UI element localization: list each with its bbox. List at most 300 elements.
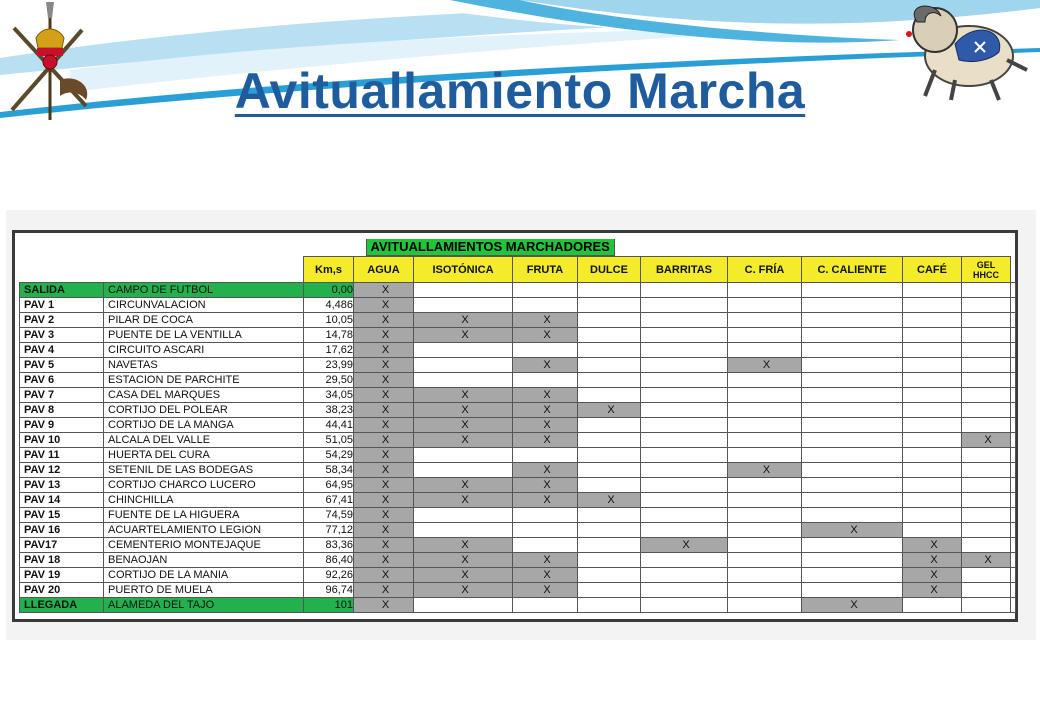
column-header-row (20, 257, 1016, 283)
row-code: PAV 7 (20, 388, 104, 403)
supply-cell (578, 298, 641, 313)
supply-table (19, 239, 1016, 613)
supply-cell: X (903, 568, 962, 583)
table-row (20, 313, 1016, 328)
supply-cell (1011, 313, 1016, 328)
supply-cell (1011, 298, 1016, 313)
page-title: Avituallamiento Marcha (234, 63, 806, 119)
supply-cell (513, 373, 578, 388)
supply-cell: X (802, 598, 903, 613)
supply-cell (903, 448, 962, 463)
supply-cell (728, 328, 802, 343)
supply-cell (802, 583, 903, 598)
supply-cell (962, 478, 1011, 493)
supply-cell: X (513, 328, 578, 343)
supply-cell: X (513, 403, 578, 418)
row-place: ALCALA DEL VALLE (104, 433, 304, 448)
supply-cell: X (578, 403, 641, 418)
row-code: PAV 10 (20, 433, 104, 448)
supply-cell: X (354, 493, 414, 508)
supply-cell (641, 583, 728, 598)
supply-cell (641, 403, 728, 418)
supply-cell (578, 478, 641, 493)
supply-cell: X (513, 583, 578, 598)
supply-cell (641, 493, 728, 508)
row-code: PAV 11 (20, 448, 104, 463)
supply-cell (641, 418, 728, 433)
row-code: PAV17 (20, 538, 104, 553)
row-code: PAV 1 (20, 298, 104, 313)
supply-cell (962, 328, 1011, 343)
supply-cell (802, 538, 903, 553)
table-row (20, 418, 1016, 433)
table-row (20, 463, 1016, 478)
supply-cell: X (962, 433, 1011, 448)
column-header: C. CALIENTE (802, 257, 903, 283)
supply-cell (802, 373, 903, 388)
column-header: DULCE (578, 257, 641, 283)
row-km: 23,99 (304, 358, 354, 373)
table-row (20, 583, 1016, 598)
supply-cell (728, 403, 802, 418)
supply-cell (802, 388, 903, 403)
table-row (20, 553, 1016, 568)
supply-cell (802, 508, 903, 523)
supply-cell (513, 523, 578, 538)
supply-cell (1011, 568, 1016, 583)
supply-cell: X (414, 553, 513, 568)
header-spacer (20, 257, 304, 283)
column-header: CAFÉ (903, 257, 962, 283)
row-code: PAV 19 (20, 568, 104, 583)
supply-cell (962, 403, 1011, 418)
column-header: FRUTA (513, 257, 578, 283)
supply-cell (728, 448, 802, 463)
supply-cell (728, 298, 802, 313)
supply-cell (802, 553, 903, 568)
supply-cell: X (903, 538, 962, 553)
supply-cell: X (578, 493, 641, 508)
table-row (20, 478, 1016, 493)
supply-cell (1011, 433, 1016, 448)
supply-cell: X (354, 328, 414, 343)
supply-cell: X (414, 418, 513, 433)
supply-cell (1011, 583, 1016, 598)
supply-cell (802, 358, 903, 373)
supply-cell: X (354, 583, 414, 598)
supply-cell (728, 433, 802, 448)
row-km: 17,62 (304, 343, 354, 358)
table-row (20, 388, 1016, 403)
table-row (20, 403, 1016, 418)
row-place: BENAOJAN (104, 553, 304, 568)
row-code: PAV 6 (20, 373, 104, 388)
column-header: Km,s (304, 257, 354, 283)
supply-cell: X (354, 283, 414, 298)
supply-cell (1011, 358, 1016, 373)
supply-cell (802, 313, 903, 328)
supply-cell (903, 373, 962, 388)
supply-cell (414, 283, 513, 298)
supply-cell (802, 418, 903, 433)
supply-cell (641, 478, 728, 493)
supply-cell (1011, 523, 1016, 538)
supply-cell: X (354, 373, 414, 388)
supply-cell (578, 583, 641, 598)
supply-cell (903, 508, 962, 523)
table-row (20, 523, 1016, 538)
supply-cell: X (728, 358, 802, 373)
table-row (20, 283, 1016, 298)
supply-cell (578, 538, 641, 553)
table-row (20, 328, 1016, 343)
supply-cell: X (354, 553, 414, 568)
supply-cell (962, 523, 1011, 538)
supply-cell: X (513, 493, 578, 508)
row-code: PAV 2 (20, 313, 104, 328)
supply-cell (962, 343, 1011, 358)
row-km: 0,00 (304, 283, 354, 298)
supply-cell: X (354, 448, 414, 463)
supply-cell (728, 388, 802, 403)
gel-header-line: HHCC (973, 269, 999, 280)
row-place: ALAMEDA DEL TAJO (104, 598, 304, 613)
supply-cell (578, 508, 641, 523)
row-code: PAV 4 (20, 343, 104, 358)
table-row (20, 448, 1016, 463)
supply-cell (903, 493, 962, 508)
row-place: CIRCUITO ASCARI (104, 343, 304, 358)
supply-cell (962, 373, 1011, 388)
supply-cell: X (513, 433, 578, 448)
supply-cell (728, 508, 802, 523)
supply-cell: X (414, 583, 513, 598)
row-place: ACUARTELAMIENTO LEGION (104, 523, 304, 538)
row-code: PAV 13 (20, 478, 104, 493)
row-km: 4,486 (304, 298, 354, 313)
supply-cell (641, 358, 728, 373)
supply-cell (802, 493, 903, 508)
supply-cell (962, 448, 1011, 463)
table-row (20, 508, 1016, 523)
row-code: LLEGADA (20, 598, 104, 613)
supply-cell: X (354, 418, 414, 433)
supply-cell (513, 298, 578, 313)
row-km: 38,23 (304, 403, 354, 418)
row-km: 10,05 (304, 313, 354, 328)
supply-cell (1011, 553, 1016, 568)
supply-cell: X (354, 388, 414, 403)
supply-cell (903, 328, 962, 343)
row-place: CORTIJO DE LA MANIA (104, 568, 304, 583)
supply-cell (414, 298, 513, 313)
supply-cell (414, 523, 513, 538)
supply-cell (1011, 478, 1016, 493)
supply-cell: X (354, 433, 414, 448)
supply-cell (1011, 328, 1016, 343)
supply-cell (728, 583, 802, 598)
supply-cell: X (354, 538, 414, 553)
supply-cell (641, 553, 728, 568)
supply-cell (513, 538, 578, 553)
row-place: CHINCHILLA (104, 493, 304, 508)
supply-cell: X (414, 403, 513, 418)
supply-cell (1011, 598, 1016, 613)
supply-cell (1011, 508, 1016, 523)
row-km: 51,05 (304, 433, 354, 448)
supply-cell (962, 463, 1011, 478)
supply-cell: X (354, 523, 414, 538)
supply-cell (1011, 343, 1016, 358)
supply-cell (962, 568, 1011, 583)
supply-cell: X (513, 568, 578, 583)
row-place: CIRCUNVALACION (104, 298, 304, 313)
row-code: PAV 18 (20, 553, 104, 568)
supply-cell (962, 493, 1011, 508)
supply-cell: X (414, 313, 513, 328)
supply-cell (1011, 418, 1016, 433)
table-row (20, 373, 1016, 388)
supply-cell (802, 343, 903, 358)
supply-cell (903, 418, 962, 433)
supply-cell (578, 358, 641, 373)
supply-cell (1011, 373, 1016, 388)
table-row (20, 568, 1016, 583)
row-code: PAV 20 (20, 583, 104, 598)
row-place: CEMENTERIO MONTEJAQUE (104, 538, 304, 553)
supply-cell: X (962, 553, 1011, 568)
row-place: PILAR DE COCA (104, 313, 304, 328)
supply-cell (903, 463, 962, 478)
supply-cell (802, 328, 903, 343)
supply-cell (414, 463, 513, 478)
supply-cell (578, 343, 641, 358)
row-code: PAV 5 (20, 358, 104, 373)
supply-cell (641, 313, 728, 328)
supply-cell (802, 478, 903, 493)
supply-cell (728, 478, 802, 493)
supply-cell (728, 538, 802, 553)
supply-cell (641, 283, 728, 298)
supply-cell: X (414, 433, 513, 448)
supply-cell (578, 553, 641, 568)
supply-cell: X (414, 493, 513, 508)
supply-cell (641, 298, 728, 313)
supply-cell: X (354, 403, 414, 418)
supply-cell (414, 598, 513, 613)
row-km: 44,41 (304, 418, 354, 433)
table-row (20, 343, 1016, 358)
table-row (20, 598, 1016, 613)
supply-cell (578, 388, 641, 403)
supply-cell (513, 283, 578, 298)
supply-cell (728, 343, 802, 358)
row-km: 67,41 (304, 493, 354, 508)
supply-cell (1011, 283, 1016, 298)
supply-cell: X (513, 478, 578, 493)
supply-cell (728, 493, 802, 508)
supply-cell: X (903, 553, 962, 568)
row-code: PAV 12 (20, 463, 104, 478)
supply-cell (578, 313, 641, 328)
supply-cell (728, 313, 802, 328)
row-km: 29,50 (304, 373, 354, 388)
supply-cell: X (513, 463, 578, 478)
row-place: HUERTA DEL CURA (104, 448, 304, 463)
supply-cell (903, 283, 962, 298)
supply-cell: X (354, 568, 414, 583)
supply-cell: X (513, 553, 578, 568)
row-km: 64,95 (304, 478, 354, 493)
supply-cell (578, 283, 641, 298)
supply-cell (578, 448, 641, 463)
table-banner: AVITUALLAMIENTOS MARCHADORES (366, 239, 615, 256)
banner-cell (304, 239, 1011, 257)
supply-cell (728, 598, 802, 613)
supply-cell (728, 568, 802, 583)
row-place: CAMPO DE FUTBOL (104, 283, 304, 298)
supply-cell (1011, 388, 1016, 403)
row-code: PAV 9 (20, 418, 104, 433)
supply-cell (513, 343, 578, 358)
row-km: 54,29 (304, 448, 354, 463)
supply-cell (802, 448, 903, 463)
supply-cell: X (354, 508, 414, 523)
gel-header-line: GEL (976, 259, 996, 270)
supply-cell (641, 508, 728, 523)
supply-cell (578, 523, 641, 538)
supply-cell (962, 388, 1011, 403)
row-km: 83,36 (304, 538, 354, 553)
row-km: 101 (304, 598, 354, 613)
supply-cell (903, 403, 962, 418)
supply-cell: X (414, 388, 513, 403)
row-km: 96,74 (304, 583, 354, 598)
supply-cell (641, 433, 728, 448)
supply-cell (1011, 493, 1016, 508)
supply-cell (414, 358, 513, 373)
supply-cell: X (354, 598, 414, 613)
supply-cell (414, 373, 513, 388)
row-place: CORTIJO DEL POLEAR (104, 403, 304, 418)
supply-cell (414, 343, 513, 358)
supply-cell (962, 598, 1011, 613)
supply-cell: X (414, 478, 513, 493)
supply-cell (578, 373, 641, 388)
supply-cell: X (354, 313, 414, 328)
supply-cell (962, 418, 1011, 433)
supply-cell (903, 478, 962, 493)
table-row (20, 433, 1016, 448)
supply-cell (578, 568, 641, 583)
row-place: CASA DEL MARQUES (104, 388, 304, 403)
supply-cell (728, 283, 802, 298)
supply-cell (1011, 538, 1016, 553)
banner-spacer (20, 239, 304, 257)
column-header-gel (962, 257, 1011, 283)
supply-cell (802, 298, 903, 313)
supply-cell: X (354, 478, 414, 493)
supply-cell (578, 328, 641, 343)
table-row (20, 538, 1016, 553)
supply-cell (903, 388, 962, 403)
row-place: ESTACION DE PARCHITE (104, 373, 304, 388)
row-code: PAV 14 (20, 493, 104, 508)
table-row (20, 358, 1016, 373)
supply-cell (414, 508, 513, 523)
row-place: FUENTE DE LA HIGUERA (104, 508, 304, 523)
supply-cell (513, 448, 578, 463)
supply-cell (728, 523, 802, 538)
supply-cell (962, 313, 1011, 328)
supply-cell (903, 313, 962, 328)
supply-cell (962, 358, 1011, 373)
supply-cell (903, 343, 962, 358)
row-km: 74,59 (304, 508, 354, 523)
column-header: BARRITAS (641, 257, 728, 283)
supply-cell (728, 418, 802, 433)
supply-cell (578, 598, 641, 613)
supply-cell (802, 403, 903, 418)
row-place: SETENIL DE LAS BODEGAS (104, 463, 304, 478)
supply-cell (641, 343, 728, 358)
supply-cell (962, 283, 1011, 298)
supply-cell (641, 448, 728, 463)
supply-cell (513, 598, 578, 613)
row-km: 58,34 (304, 463, 354, 478)
row-code: SALIDA (20, 283, 104, 298)
row-km: 34,05 (304, 388, 354, 403)
supply-cell (641, 523, 728, 538)
supply-cell: X (802, 523, 903, 538)
supply-cell (903, 598, 962, 613)
supply-cell (962, 298, 1011, 313)
supply-cell (962, 508, 1011, 523)
supply-cell (903, 298, 962, 313)
row-place: CORTIJO CHARCO LUCERO (104, 478, 304, 493)
column-header: ISOTÓNICA (414, 257, 513, 283)
supply-cell (414, 448, 513, 463)
row-code: PAV 16 (20, 523, 104, 538)
row-km: 77,12 (304, 523, 354, 538)
row-code: PAV 3 (20, 328, 104, 343)
row-place: NAVETAS (104, 358, 304, 373)
supply-cell: X (513, 313, 578, 328)
supply-cell (903, 523, 962, 538)
supply-cell (513, 508, 578, 523)
supply-cell (903, 433, 962, 448)
supply-cell: X (354, 358, 414, 373)
supply-cell: X (414, 328, 513, 343)
supply-cell (728, 553, 802, 568)
supply-cell: X (513, 358, 578, 373)
supply-cell: X (414, 568, 513, 583)
supply-cell (962, 538, 1011, 553)
supply-cell (641, 328, 728, 343)
supply-cell (641, 373, 728, 388)
table-row (20, 493, 1016, 508)
row-place: PUENTE DE LA VENTILLA (104, 328, 304, 343)
row-km: 86,40 (304, 553, 354, 568)
row-km: 92,26 (304, 568, 354, 583)
supply-cell (578, 418, 641, 433)
supply-cell: X (354, 463, 414, 478)
row-code: PAV 8 (20, 403, 104, 418)
supply-cell (802, 433, 903, 448)
supply-cell (578, 433, 641, 448)
row-km: 14,78 (304, 328, 354, 343)
supply-cell (641, 598, 728, 613)
